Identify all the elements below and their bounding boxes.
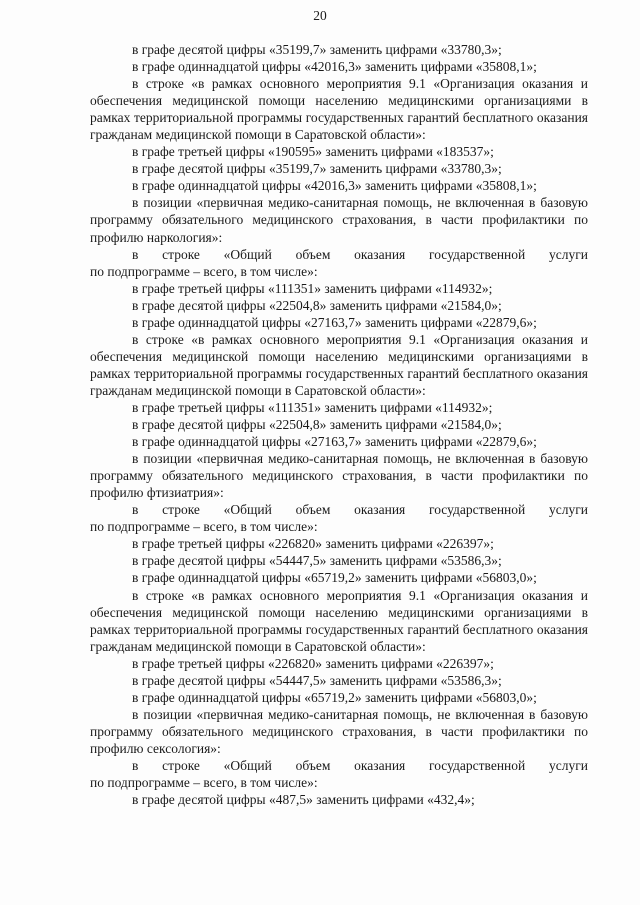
paragraph: в графе десятой цифры «22504,8» заменить цифрами «21584,0»; bbox=[132, 297, 502, 313]
paragraph: в графе одиннадцатой цифры «42016,3» заменить цифрами «35808,1»; bbox=[132, 178, 537, 194]
paragraph: в строке «Общий объем оказания государственной услуги bbox=[132, 502, 588, 518]
paragraph: в графе третьей цифры «226820» заменить цифрами «226397»; bbox=[132, 536, 494, 552]
paragraph: по подпрограмме – всего, в том числе»: bbox=[90, 519, 318, 535]
paragraph: в строке «в рамках основного мероприятия 9.1 «Организация оказания и обеспечения медицинской помощи населению медицинскими организациями в рамках территориальной программы государственных гарантий бесплатного оказания гражданам медицинской помощи в Саратовской области»: bbox=[90, 587, 588, 654]
paragraph: в графе десятой цифры «35199,7» заменить цифрами «33780,3»; bbox=[132, 42, 502, 57]
paragraph: в графе одиннадцатой цифры «65719,2» заменить цифрами «56803,0»; bbox=[132, 570, 537, 586]
paragraph: в строке «в рамках основного мероприятия 9.1 «Организация оказания и обеспечения медицинской помощи населению медицинскими организациями в рамках территориальной программы государственных гарантий бесплатного оказания гражданам медицинской помощи в Саратовской области»: bbox=[90, 331, 588, 398]
paragraph: по подпрограмме – всего, в том числе»: bbox=[90, 775, 318, 791]
page-number: 20 bbox=[313, 8, 327, 23]
paragraph: в графе одиннадцатой цифры «27163,7» заменить цифрами «22879,6»; bbox=[132, 434, 537, 450]
paragraph: в графе десятой цифры «22504,8» заменить цифрами «21584,0»; bbox=[132, 417, 502, 433]
paragraph: в строке «Общий объем оказания государственной услуги bbox=[132, 246, 588, 262]
paragraph: по подпрограмме – всего, в том числе»: bbox=[90, 263, 318, 279]
document-body bbox=[90, 41, 588, 808]
paragraph: в графе третьей цифры «111351» заменить цифрами «114932»; bbox=[132, 399, 493, 415]
paragraph: в графе третьей цифры «190595» заменить цифрами «183537»; bbox=[132, 144, 494, 160]
paragraph: в графе одиннадцатой цифры «27163,7» заменить цифрами «22879,6»; bbox=[132, 314, 537, 330]
paragraph: в позиции «первичная медико-санитарная помощь, не включенная в базовую программу обязательного медицинского страхования, в части профилактики по профилю наркология»: bbox=[90, 195, 588, 245]
paragraph: в графе третьей цифры «226820» заменить цифрами «226397»; bbox=[132, 655, 494, 671]
paragraph: в графе одиннадцатой цифры «65719,2» заменить цифрами «56803,0»; bbox=[132, 689, 537, 705]
paragraph: в графе десятой цифры «54447,5» заменить цифрами «53586,3»; bbox=[132, 672, 502, 688]
paragraph: в графе десятой цифры «54447,5» заменить цифрами «53586,3»; bbox=[132, 553, 502, 569]
paragraph: в позиции «первичная медико-санитарная помощь, не включенная в базовую программу обязательного медицинского страхования, в части профилактики по профилю фтизиатрия»: bbox=[90, 451, 588, 501]
paragraph: в строке «в рамках основного мероприятия 9.1 «Организация оказания и обеспечения медицинской помощи населению медицинскими организациями в рамках территориальной программы государственных гарантий бесплатного оказания гражданам медицинской помощи в Саратовской области»: bbox=[90, 76, 588, 143]
paragraph: в позиции «первичная медико-санитарная помощь, не включенная в базовую программу обязательного медицинского страхования, в части профилактики по профилю сексология»: bbox=[90, 706, 588, 756]
paragraph: в графе одиннадцатой цифры «42016,3» заменить цифрами «35808,1»; bbox=[132, 59, 537, 75]
paragraph: в графе десятой цифры «35199,7» заменить цифрами «33780,3»; bbox=[132, 161, 502, 177]
paragraph: в графе третьей цифры «111351» заменить цифрами «114932»; bbox=[132, 280, 493, 296]
paragraph: в строке «Общий объем оказания государственной услуги bbox=[132, 757, 588, 773]
paragraph: в графе десятой цифры «487,5» заменить цифрами «432,4»; bbox=[132, 792, 475, 808]
